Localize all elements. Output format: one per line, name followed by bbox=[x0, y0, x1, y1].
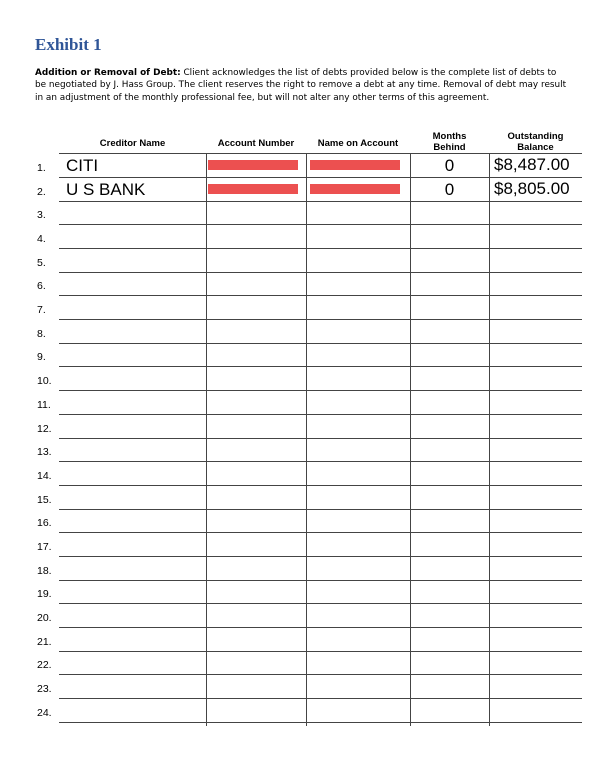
header-outstanding-balance bbox=[489, 131, 582, 153]
table-row-line bbox=[59, 509, 582, 510]
table-row-line bbox=[59, 627, 582, 628]
table-row-line bbox=[59, 532, 582, 533]
table-row-line bbox=[59, 201, 582, 202]
table-row-line bbox=[59, 674, 582, 675]
balance-cell-row-1: $8,487.00 bbox=[494, 155, 570, 174]
row-number: 23. bbox=[37, 683, 52, 695]
table-row-line bbox=[59, 651, 582, 652]
row-number: 2. bbox=[37, 185, 46, 198]
table-row-line bbox=[59, 366, 582, 367]
header-balance-line2: Balance bbox=[517, 142, 554, 153]
redacted-account-number-row-1 bbox=[208, 160, 298, 170]
table-column-divider bbox=[306, 153, 307, 726]
table-row-line bbox=[59, 272, 582, 273]
table-row-line bbox=[59, 414, 582, 415]
table-row-line bbox=[59, 343, 582, 344]
header-months-line2: Behind bbox=[433, 142, 466, 153]
row-number: 22. bbox=[37, 659, 52, 672]
table-row-line bbox=[59, 603, 582, 604]
table-row-line bbox=[59, 224, 582, 225]
header-balance-line1: Outstanding bbox=[507, 131, 564, 142]
table-column-divider bbox=[410, 153, 411, 726]
table-column-divider bbox=[489, 153, 490, 726]
paragraph-body: Client acknowledges the list of debts provided below is the complete list of debts to be negotiated by J. Hass Group. The client reserves the right to remove a debt at any time. Removal of debt may result in an adjustment of the monthly professional fee, but will not alter any other terms of this agreement. bbox=[35, 68, 567, 103]
row-number: 12. bbox=[37, 422, 52, 435]
table-row-line bbox=[59, 295, 582, 296]
table-row-line bbox=[59, 319, 582, 320]
header-months-line1: Months bbox=[432, 131, 467, 142]
table-column-divider bbox=[206, 153, 207, 726]
header-creditor-name: Creditor Name bbox=[99, 138, 166, 149]
row-number: 11. bbox=[37, 398, 51, 411]
redacted-account-number-row-2 bbox=[208, 184, 298, 194]
row-number: 21. bbox=[37, 635, 52, 648]
redacted-name-on-account-row-1 bbox=[310, 160, 400, 170]
header-account-number: Account Number bbox=[217, 138, 295, 149]
row-number: 24. bbox=[37, 706, 52, 719]
creditor-cell-row-2: U S BANK bbox=[66, 180, 146, 199]
creditor-cell-row-1: CITI bbox=[66, 156, 99, 175]
row-number: 16. bbox=[37, 517, 52, 530]
table-row-line bbox=[59, 485, 582, 486]
table-row-line bbox=[59, 580, 582, 581]
row-number: 4. bbox=[37, 233, 46, 245]
table-row-line bbox=[59, 556, 582, 557]
paragraph-lead: Addition or Removal of Debt: bbox=[35, 68, 181, 78]
exhibit-title: Exhibit 1 bbox=[35, 35, 102, 54]
table-row-line bbox=[59, 248, 582, 249]
row-number: 19. bbox=[37, 588, 52, 601]
row-number: 9. bbox=[37, 351, 46, 364]
balance-cell-row-2: $8,805.00 bbox=[494, 179, 570, 198]
header-name-on-account: Name on Account bbox=[317, 138, 399, 149]
months-behind-cell-row-1: 0 bbox=[444, 156, 455, 175]
table-header-line bbox=[59, 153, 582, 154]
table-row-line bbox=[59, 177, 582, 178]
row-number: 1. bbox=[37, 162, 46, 174]
table-row-line bbox=[59, 461, 582, 462]
table-row-line bbox=[59, 390, 582, 391]
row-number: 10. bbox=[37, 375, 52, 388]
row-number: 8. bbox=[37, 327, 46, 340]
row-number: 18. bbox=[37, 564, 52, 577]
row-number: 3. bbox=[37, 209, 46, 222]
row-number: 15. bbox=[37, 493, 52, 506]
row-number: 17. bbox=[37, 540, 52, 553]
table-row-line bbox=[59, 438, 582, 439]
row-number: 14. bbox=[37, 469, 52, 482]
row-number: 6. bbox=[37, 280, 46, 293]
row-number: 20. bbox=[37, 611, 52, 624]
row-number: 7. bbox=[37, 304, 46, 317]
redacted-name-on-account-row-2 bbox=[310, 184, 400, 194]
exhibit-paragraph bbox=[35, 67, 570, 104]
row-number: 13. bbox=[37, 446, 52, 459]
table-row-line bbox=[59, 698, 582, 699]
row-number: 5. bbox=[37, 256, 46, 269]
months-behind-cell-row-2: 0 bbox=[444, 180, 455, 199]
table-row-line bbox=[59, 722, 582, 723]
header-months-behind bbox=[410, 131, 489, 153]
